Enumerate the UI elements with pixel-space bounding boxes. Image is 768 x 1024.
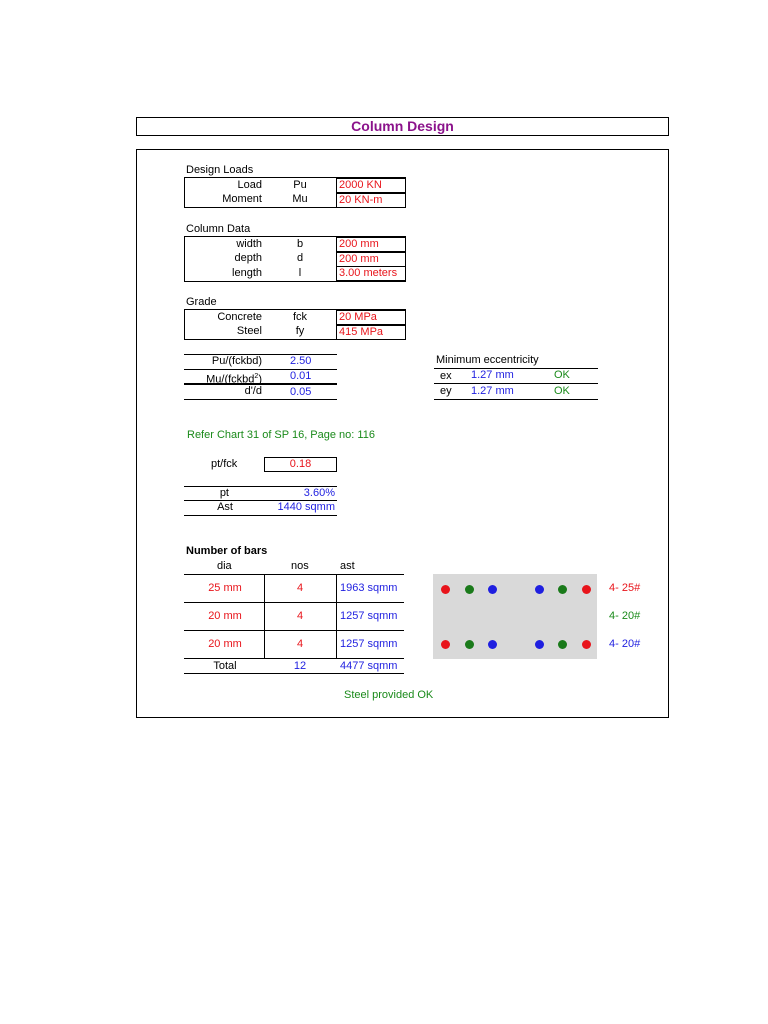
width-label: width xyxy=(236,238,262,250)
grade-heading: Grade xyxy=(186,296,217,308)
moment-value[interactable]: 20 KN-m xyxy=(336,193,406,208)
column-section-diagram xyxy=(433,574,597,659)
rebar-20-dot xyxy=(465,640,474,649)
width-symbol: b xyxy=(296,238,304,250)
rebar-25-dot xyxy=(582,585,591,594)
ecc-x-value: 1.27 mm xyxy=(471,369,514,381)
pt-fck-value[interactable]: 0.18 xyxy=(264,457,337,472)
depth-symbol: d xyxy=(296,252,304,264)
ecc-x-label: ex xyxy=(440,370,452,382)
bars-line-1 xyxy=(184,602,404,603)
ratio-pu-label: Pu/(fckbd) xyxy=(211,355,262,367)
ecc-x-status: OK xyxy=(554,369,570,381)
load-label: Load xyxy=(237,179,262,191)
load-value[interactable]: 2000 KN xyxy=(336,178,406,193)
column-data-heading: Column Data xyxy=(186,223,251,235)
width-value[interactable]: 200 mm xyxy=(336,237,406,252)
min-ecc-heading: Minimum eccentricity xyxy=(436,354,539,366)
rebar-20-dot xyxy=(465,585,474,594)
bars-header-dia: dia xyxy=(217,560,232,572)
bars-divider-2 xyxy=(336,574,337,658)
ratio-d-label: d'/d xyxy=(244,385,262,397)
rebar-25-dot xyxy=(441,640,450,649)
steel-label: Steel xyxy=(236,325,262,337)
bars-header-ast: ast xyxy=(340,560,355,572)
bars-line-3 xyxy=(184,658,404,659)
bars-heading: Number of bars xyxy=(186,545,268,557)
bar-row-1-dia: 25 mm xyxy=(208,582,242,594)
title-box xyxy=(136,117,669,136)
length-label: length xyxy=(232,267,262,279)
bar-row-2-dia: 20 mm xyxy=(208,610,242,622)
depth-value[interactable]: 200 mm xyxy=(336,252,406,267)
rebar-label-20-outer: 4- 20# xyxy=(609,638,641,650)
ratio-line-bottom xyxy=(184,399,337,400)
steel-symbol: fy xyxy=(295,325,305,337)
ast-label: Ast xyxy=(217,501,233,513)
ratio-pu-value: 2.50 xyxy=(290,355,312,367)
ratio-d-value: 0.05 xyxy=(290,386,312,398)
bars-total-ast: 4477 sqmm xyxy=(340,660,398,672)
ratio-mu-value: 0.01 xyxy=(290,370,312,382)
length-symbol: l xyxy=(298,267,302,279)
bars-total-label: Total xyxy=(213,660,237,672)
bars-line-4 xyxy=(184,673,404,674)
page-title: Column Design xyxy=(351,118,454,134)
moment-label: Moment xyxy=(222,193,262,205)
rebar-20-dot xyxy=(488,585,497,594)
bar-row-2-ast: 1257 sqmm xyxy=(340,610,398,622)
moment-symbol: Mu xyxy=(292,193,308,205)
ecc-line-bottom xyxy=(434,399,598,400)
bars-line-2 xyxy=(184,630,404,631)
ecc-y-status: OK xyxy=(554,385,570,397)
bar-row-1-nos: 4 xyxy=(296,582,304,594)
concrete-value[interactable]: 20 MPa xyxy=(336,310,406,325)
ecc-line-mid xyxy=(434,383,598,384)
pt-fck-label: pt/fck xyxy=(211,458,238,470)
bars-header-nos: nos xyxy=(291,560,309,572)
bars-total-nos: 12 xyxy=(293,660,307,672)
bar-row-2-nos: 4 xyxy=(296,610,304,622)
pt-value: 3.60% xyxy=(303,487,335,499)
bar-row-3-dia: 20 mm xyxy=(208,638,242,650)
ecc-y-label: ey xyxy=(440,385,452,397)
ecc-line-top xyxy=(434,368,598,369)
ecc-y-value: 1.27 mm xyxy=(471,385,514,397)
status-text: Steel provided OK xyxy=(344,689,434,701)
pt-label: pt xyxy=(219,487,229,499)
bar-row-1-ast: 1963 sqmm xyxy=(340,582,398,594)
concrete-symbol: fck xyxy=(292,311,308,323)
rebar-label-25: 4- 25# xyxy=(609,582,641,594)
rebar-20-dot xyxy=(535,585,544,594)
load-symbol: Pu xyxy=(293,179,307,191)
chart-reference: Refer Chart 31 of SP 16, Page no: 116 xyxy=(187,429,375,441)
design-loads-heading: Design Loads xyxy=(186,164,254,176)
concrete-label: Concrete xyxy=(217,311,262,323)
ratio-mu-label: Mu/(fckbd$^2$) xyxy=(206,373,262,386)
rebar-20-dot xyxy=(558,640,567,649)
depth-label: depth xyxy=(234,252,262,264)
bar-row-3-nos: 4 xyxy=(296,638,304,650)
bar-row-3-ast: 1257 sqmm xyxy=(340,638,398,650)
bars-line-0 xyxy=(184,574,404,575)
rebar-25-dot xyxy=(582,640,591,649)
rebar-25-dot xyxy=(441,585,450,594)
rebar-20-dot xyxy=(558,585,567,594)
pt-line-bottom xyxy=(184,515,337,516)
rebar-20-dot xyxy=(535,640,544,649)
ast-value: 1440 sqmm xyxy=(277,501,335,513)
rebar-label-20-middle: 4- 20# xyxy=(609,610,641,622)
length-value[interactable]: 3.00 meters xyxy=(336,266,406,281)
steel-value[interactable]: 415 MPa xyxy=(336,325,406,340)
rebar-20-dot xyxy=(488,640,497,649)
